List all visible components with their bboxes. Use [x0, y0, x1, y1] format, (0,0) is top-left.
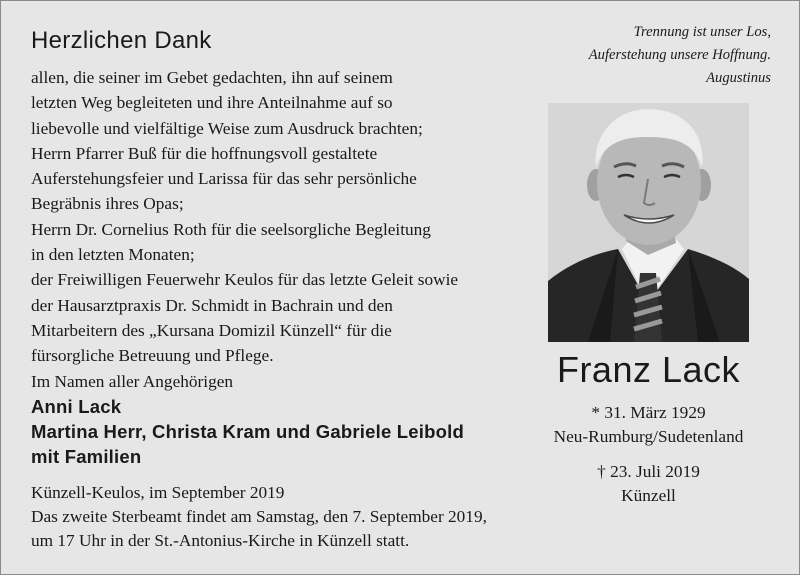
notice-line: um 17 Uhr in der St.-Antonius-Kirche in Künzell statt.: [31, 531, 410, 550]
quote-author: Augustinus: [706, 70, 771, 86]
portrait-photo: [548, 103, 749, 342]
text-line: Herrn Dr. Cornelius Roth für die seelsorgliche Begleitung: [31, 219, 431, 239]
birth-place: Neu-Rumburg/Sudetenland: [553, 427, 744, 446]
text-line: allen, die seiner im Gebet gedachten, ihn auf seinem: [31, 68, 393, 87]
text-line: letzten Weg begleiteten und ihre Anteilnahme auf so: [31, 93, 393, 113]
death-date: † 23. Juli 2019: [597, 462, 700, 481]
birth-date: * 31. März 1929: [591, 403, 706, 422]
text-line: Auferstehungsfeier und Larissa für das sehr persönliche: [31, 169, 417, 189]
quote-block: [589, 21, 771, 90]
family-name: Anni Lack: [31, 395, 122, 417]
text-line: in den letzten Monaten;: [31, 245, 195, 265]
text-line: fürsorgliche Betreuung und Pflege.: [31, 346, 274, 366]
notice-line: Das zweite Sterbeamt findet am Samstag, den 7. September 2019,: [31, 507, 487, 526]
family-name: mit Familien: [31, 446, 142, 468]
quote-line: Auferstehung unsere Hoffnung.: [588, 47, 771, 63]
thanks-text: [31, 65, 541, 470]
quote-line: Trennung ist unser Los,: [633, 24, 771, 40]
thanks-heading: Herzlichen Dank: [31, 27, 212, 54]
signoff-line: Im Namen aller Angehörigen: [31, 371, 234, 391]
birth-info: [521, 401, 776, 449]
text-line: der Hausarztpraxis Dr. Schmidt in Bachrain und den: [31, 295, 393, 315]
text-line: Mitarbeitern des „Kursana Domizil Künzell“ für die: [31, 320, 392, 340]
text-line: Herrn Pfarrer Buß für die hoffnungsvoll gestaltete: [31, 143, 378, 163]
text-line: Begräbnis ihres Opas;: [31, 194, 184, 214]
closing-block: [31, 481, 487, 553]
death-info: [521, 460, 776, 508]
text-line: liebevolle und vielfältige Weise zum Ausdruck brachten;: [31, 118, 423, 138]
deceased-name: Franz Lack: [556, 349, 741, 390]
place-date: Künzell-Keulos, im September 2019: [31, 483, 285, 502]
text-line: der Freiwilligen Feuerwehr Keulos für das letzte Geleit sowie: [31, 270, 459, 290]
family-name: Martina Herr, Christa Kram und Gabriele Leibold: [31, 421, 464, 443]
death-place: Künzell: [621, 486, 676, 505]
